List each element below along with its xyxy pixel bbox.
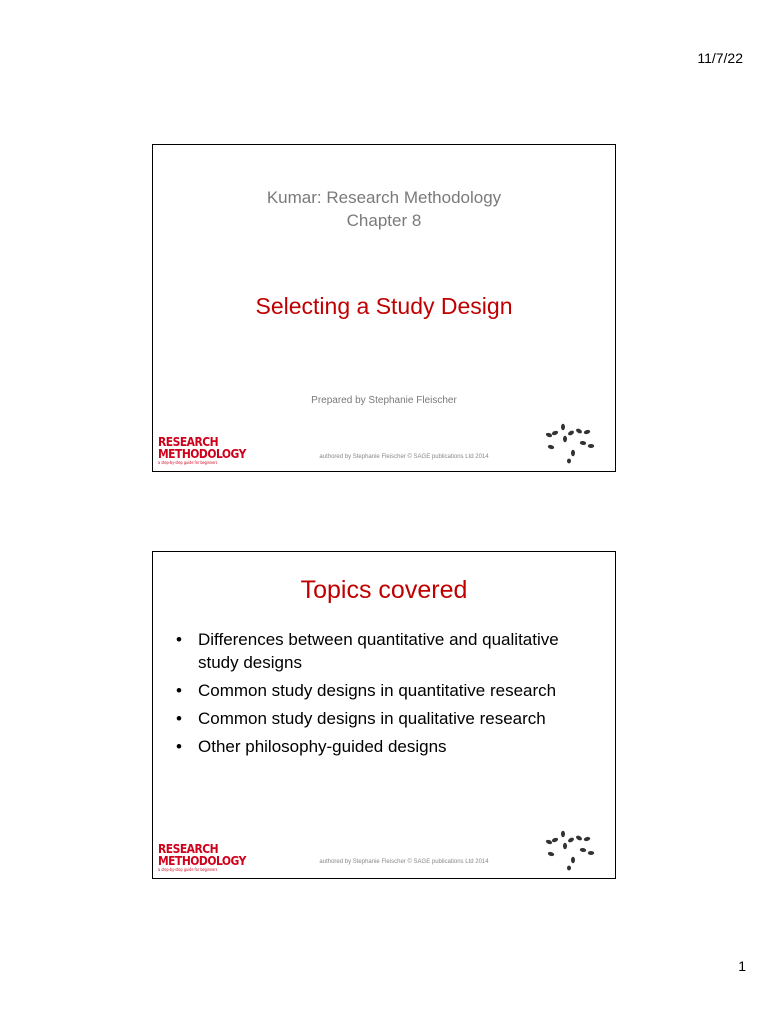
slide-subtitle-book: Kumar: Research Methodology <box>266 188 502 207</box>
slide-thumbnail-1 <box>152 144 616 472</box>
slide-title: Topics covered <box>300 576 468 604</box>
logo-line-2: METHODOLOGY <box>158 446 246 461</box>
slide-title: Selecting a Study Design <box>255 293 513 319</box>
list-item: • Common study designs in quantitative research <box>173 679 595 702</box>
footprints-icon <box>541 419 601 465</box>
page-date: 11/7/22 <box>697 50 743 66</box>
logo-tagline: a step-by-step guide for beginners <box>158 460 218 465</box>
footprints-icon <box>541 826 601 872</box>
logo-line-1: RESEARCH <box>158 841 219 856</box>
logo-tagline: a step-by-step guide for beginners <box>158 867 218 872</box>
slide-footer-credit: authored by Stephanie Fleischer © SAGE publications Ltd 2014 <box>319 859 489 865</box>
page-number: 1 <box>738 958 746 974</box>
list-item: • Differences between quantitative and qualitative study designs <box>173 628 595 674</box>
prepared-by-text: Prepared by Stephanie Fleischer <box>311 395 457 406</box>
list-item: • Common study designs in qualitative research <box>173 707 595 730</box>
slide-footer-credit: authored by Stephanie Fleischer © SAGE publications Ltd 2014 <box>319 454 489 460</box>
list-item: • Other philosophy-guided designs <box>173 735 595 758</box>
research-methodology-logo <box>158 436 246 465</box>
logo-line-2: METHODOLOGY <box>158 853 246 868</box>
logo-line-1: RESEARCH <box>158 434 219 449</box>
topics-list <box>173 628 595 763</box>
slide-subtitle-chapter: Chapter 8 <box>346 211 422 230</box>
research-methodology-logo <box>158 843 246 872</box>
slide-thumbnail-2 <box>152 551 616 879</box>
